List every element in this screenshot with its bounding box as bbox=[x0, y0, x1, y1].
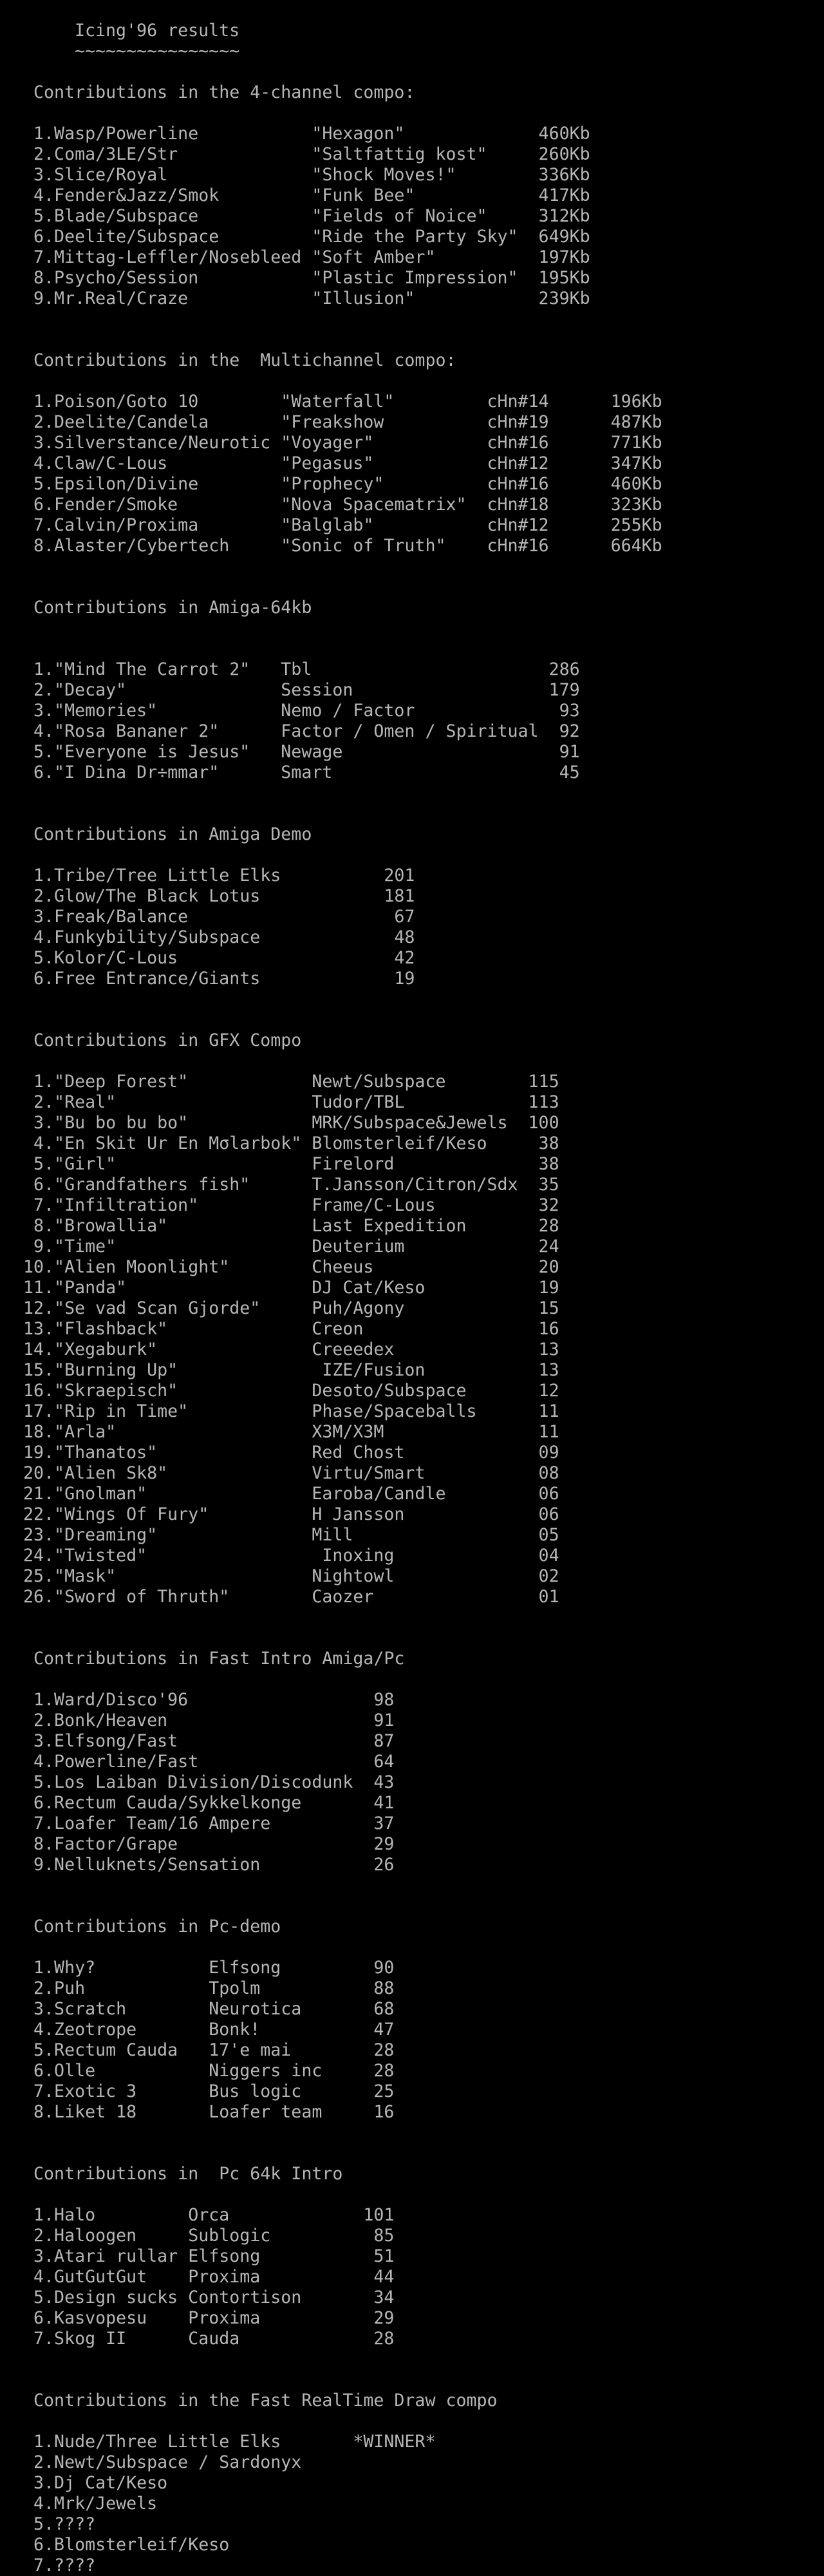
result-row: 1."Deep Forest" Newt/Subspace 115 bbox=[3, 1072, 559, 1092]
section-heading-amiga-demo: Contributions in Amiga Demo bbox=[3, 824, 312, 844]
result-row: 20."Alien Sk8" Virtu/Smart 08 bbox=[3, 1463, 559, 1483]
result-row: 5.Design sucks Contortison 34 bbox=[3, 2287, 395, 2307]
result-row: 7.Mittag-Leffler/Nosebleed "Soft Amber" 197Kb bbox=[3, 247, 590, 267]
result-row: 21."Gnolman" Earoba/Candle 06 bbox=[3, 1484, 559, 1504]
result-row: 5.Blade/Subspace "Fields of Noice" 312Kb bbox=[3, 206, 590, 226]
result-row: 9.Mr.Real/Craze "Illusion" 239Kb bbox=[3, 289, 590, 308]
result-row: 2.Bonk/Heaven 91 bbox=[3, 1710, 395, 1730]
result-row: 22."Wings Of Fury" H Jansson 06 bbox=[3, 1504, 559, 1524]
result-row: 24."Twisted" Inoxing 04 bbox=[3, 1546, 559, 1566]
result-row: 12."Se vad Scan Gjorde" Puh/Agony 15 bbox=[3, 1298, 559, 1318]
result-row: 2."Decay" Session 179 bbox=[3, 680, 580, 700]
result-row: 9."Time" Deuterium 24 bbox=[3, 1236, 559, 1256]
result-row: 5.Rectum Cauda 17'e mai 28 bbox=[3, 2040, 395, 2060]
section-heading-fast-realtime-draw-compo: Contributions in the Fast RealTime Draw compo bbox=[3, 2391, 498, 2410]
title-underline: ~~~~~~~~~~~~~~~~ bbox=[75, 41, 240, 61]
result-row: 6.Deelite/Subspace "Ride the Party Sky" 649Kb bbox=[3, 227, 590, 247]
result-row: 1.Wasp/Powerline "Hexagon" 460Kb bbox=[3, 124, 590, 144]
result-row: 7.Exotic 3 Bus logic 25 bbox=[3, 2081, 395, 2101]
section-heading-gfx-compo: Contributions in GFX Compo bbox=[3, 1030, 302, 1050]
result-row: 9.Nelluknets/Sensation 26 bbox=[3, 1855, 395, 1875]
result-row: 1."Mind The Carrot 2" Tbl 286 bbox=[3, 659, 580, 679]
result-row: 26."Sword of Thruth" Caozer 01 bbox=[3, 1587, 559, 1607]
result-row: 6."I Dina Dr÷mmar" Smart 45 bbox=[3, 762, 580, 782]
result-row: 5.???? bbox=[3, 2514, 96, 2534]
result-row: 1.Tribe/Tree Little Elks 201 bbox=[3, 866, 415, 886]
result-row: 1.Nude/Three Little Elks *WINNER* bbox=[3, 2432, 436, 2452]
result-row: 7.Loafer Team/16 Ampere 37 bbox=[3, 1814, 395, 1833]
result-row: 2.Glow/The Black Lotus 181 bbox=[3, 886, 415, 906]
section-heading-pc-64k-intro: Contributions in Pc 64k Intro bbox=[3, 2164, 343, 2184]
result-row: 17."Rip in Time" Phase/Spaceballs 11 bbox=[3, 1401, 559, 1421]
result-row: 5.Kolor/C-Lous 42 bbox=[3, 948, 415, 968]
result-row: 3.Atari rullar Elfsong 51 bbox=[3, 2246, 395, 2266]
result-row: 4.Zeotrope Bonk! 47 bbox=[3, 2020, 395, 2040]
page-title: Icing'96 results bbox=[75, 21, 240, 41]
result-row: 8.Factor/Grape 29 bbox=[3, 1834, 395, 1854]
section-heading-multichannel-compo: Contributions in the Multichannel compo: bbox=[3, 350, 456, 370]
result-row: 2."Real" Tudor/TBL 113 bbox=[3, 1092, 559, 1112]
result-row: 8.Alaster/Cybertech "Sonic of Truth" cHn#16 664Kb bbox=[3, 536, 662, 556]
result-row: 5.Los Laiban Division/Discodunk 43 bbox=[3, 1772, 395, 1792]
result-row: 3.Elfsong/Fast 87 bbox=[3, 1731, 395, 1751]
result-row: 4.Powerline/Fast 64 bbox=[3, 1752, 395, 1772]
result-row: 3.Scratch Neurotica 68 bbox=[3, 1999, 395, 2019]
result-row: 3.Freak/Balance 67 bbox=[3, 907, 415, 927]
result-row: 23."Dreaming" Mill 05 bbox=[3, 1525, 559, 1545]
result-row: 1.Poison/Goto 10 "Waterfall" cHn#14 196Kb bbox=[3, 392, 662, 412]
result-row: 2.Newt/Subspace / Sardonyx bbox=[3, 2452, 302, 2472]
result-row: 7.???? bbox=[3, 2555, 96, 2575]
result-row: 2.Deelite/Candela "Freakshow cHn#19 487Kb bbox=[3, 412, 662, 432]
result-row: 1.Halo Orca 101 bbox=[3, 2205, 395, 2225]
result-row: 3.Slice/Royal "Shock Moves!" 336Kb bbox=[3, 165, 590, 185]
result-row: 5.Epsilon/Divine "Prophecy" cHn#16 460Kb bbox=[3, 474, 662, 494]
result-row: 3.Dj Cat/Keso bbox=[3, 2473, 168, 2493]
result-row: 13."Flashback" Creon 16 bbox=[3, 1319, 559, 1339]
result-row: 1.Why? Elfsong 90 bbox=[3, 1958, 395, 1978]
result-row: 4.GutGutGut Proxima 44 bbox=[3, 2267, 395, 2287]
section-heading-4-channel-compo: Contributions in the 4-channel compo: bbox=[3, 82, 415, 102]
result-row: 5."Girl" Firelord 38 bbox=[3, 1154, 559, 1174]
result-row: 6.Olle Niggers inc 28 bbox=[3, 2061, 395, 2081]
result-row: 5."Everyone is Jesus" Newage 91 bbox=[3, 742, 580, 762]
result-row: 25."Mask" Nightowl 02 bbox=[3, 1566, 559, 1586]
result-row: 7."Infiltration" Frame/C-Lous 32 bbox=[3, 1195, 559, 1215]
result-row: 4."Rosa Bananer 2" Factor / Omen / Spiritual 92 bbox=[3, 721, 580, 741]
result-row: 19."Thanatos" Red Chost 09 bbox=[3, 1443, 559, 1463]
result-row: 8.Liket 18 Loafer team 16 bbox=[3, 2102, 395, 2122]
result-row: 8.Psycho/Session "Plastic Impression" 195Kb bbox=[3, 268, 590, 288]
result-row: 18."Arla" X3M/X3M 11 bbox=[3, 1422, 559, 1442]
section-heading-amiga-64kb: Contributions in Amiga-64kb bbox=[3, 598, 312, 618]
result-row: 7.Skog II Cauda 28 bbox=[3, 2329, 395, 2349]
result-row: 4.Claw/C-Lous "Pegasus" cHn#12 347Kb bbox=[3, 453, 662, 473]
result-row: 14."Xegaburk" Creeedex 13 bbox=[3, 1340, 559, 1359]
result-row: 6.Rectum Cauda/Sykkelkonge 41 bbox=[3, 1793, 395, 1813]
result-row: 4.Fender&Jazz/Smok "Funk Bee" 417Kb bbox=[3, 185, 590, 205]
result-row: 2.Puh Tpolm 88 bbox=[3, 1978, 395, 1998]
result-row: 10."Alien Moonlight" Cheeus 20 bbox=[3, 1257, 559, 1277]
result-row: 6.Kasvopesu Proxima 29 bbox=[3, 2308, 395, 2328]
result-row: 6.Free Entrance/Giants 19 bbox=[3, 969, 415, 989]
result-row: 3."Bu bo bu bo" MRK/Subspace&Jewels 100 bbox=[3, 1113, 559, 1133]
result-row: 4.Funkybility/Subspace 48 bbox=[3, 927, 415, 947]
result-row: 15."Burning Up" IZE/Fusion 13 bbox=[3, 1360, 559, 1380]
result-row: 16."Skraepisch" Desoto/Subspace 12 bbox=[3, 1381, 559, 1401]
result-row: 6.Blomsterleif/Keso bbox=[3, 2535, 230, 2555]
result-row: 4."En Skit Ur En Mσlarbok" Blomsterleif/Keso 38 bbox=[3, 1133, 559, 1153]
result-row: 4.Mrk/Jewels bbox=[3, 2494, 158, 2514]
result-row: 2.Coma/3LE/Str "Saltfattig kost" 260Kb bbox=[3, 144, 590, 164]
result-row: 8."Browallia" Last Expedition 28 bbox=[3, 1216, 559, 1236]
result-row: 2.Haloogen Sublogic 85 bbox=[3, 2226, 395, 2246]
result-row: 3."Memories" Nemo / Factor 93 bbox=[3, 701, 580, 721]
section-heading-pc-demo: Contributions in Pc-demo bbox=[3, 1917, 281, 1937]
result-row: 7.Calvin/Proxima "Balglab" cHn#12 255Kb bbox=[3, 515, 662, 535]
result-row: 3.Silverstance/Neurotic "Voyager" cHn#16 771Kb bbox=[3, 433, 662, 453]
result-row: 1.Ward/Disco'96 98 bbox=[3, 1690, 395, 1710]
result-row: 6."Grandfathers fish" T.Jansson/Citron/Sdx 35 bbox=[3, 1175, 559, 1195]
result-row: 6.Fender/Smoke "Nova Spacematrix" cHn#18 323Kb bbox=[3, 495, 662, 515]
result-row: 11."Panda" DJ Cat/Keso 19 bbox=[3, 1278, 559, 1298]
section-heading-fast-intro-amiga-pc: Contributions in Fast Intro Amiga/Pc bbox=[3, 1649, 405, 1669]
